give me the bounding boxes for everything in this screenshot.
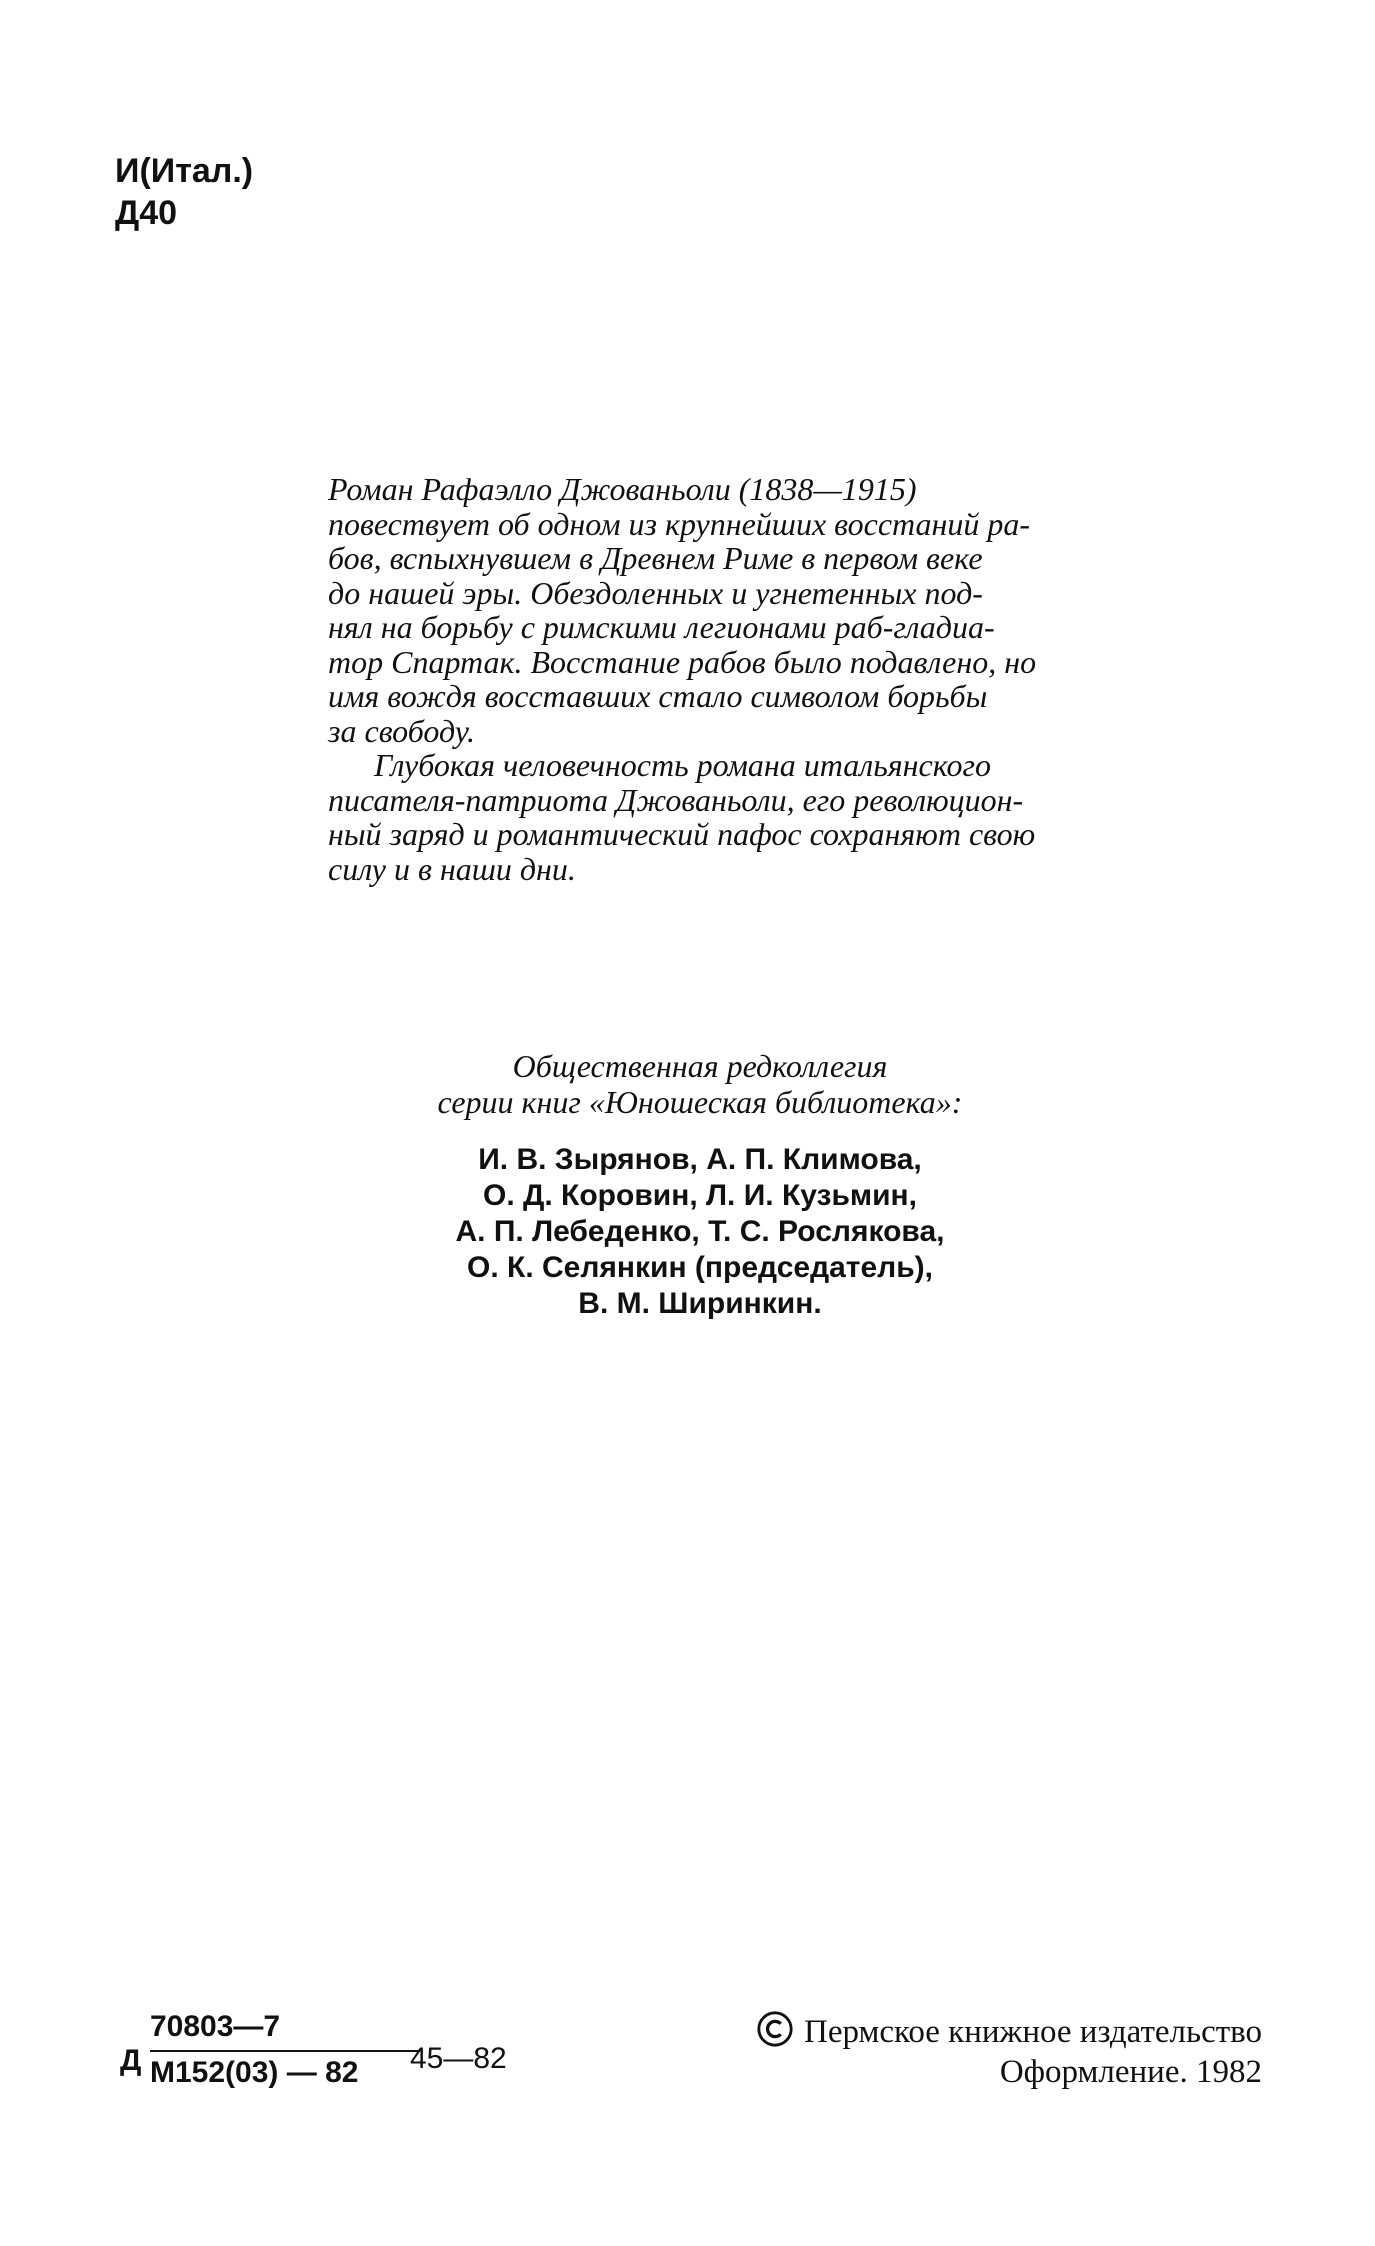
publisher-name: Пермское книжное издательство xyxy=(804,2014,1262,2050)
annotation-line: до нашей эры. Обездоленных и угнетенных под- xyxy=(328,574,983,611)
classification-code xyxy=(115,150,253,234)
annotation-line: бов, вспыхнувшем в Древнем Риме в первом веке xyxy=(328,540,983,576)
annotation-line: Глубокая человечность романа итальянского xyxy=(374,747,991,783)
annotation-line: Роман Рафаэлло Джованьоли (1838—1915) xyxy=(328,471,917,507)
editorial-board xyxy=(280,1048,1120,1322)
annotation-line: писателя-патриота Джованьоли, его революцион- xyxy=(328,781,1024,818)
board-member-line: В. М. Ширинкин. xyxy=(578,1287,822,1320)
index-letter: Д xyxy=(120,2044,142,2077)
annotation-line: ный заряд и романтический пафос сохраняют свою xyxy=(328,816,1036,852)
annotation-line: силу и в наши дни. xyxy=(328,850,576,887)
publisher-imprint xyxy=(756,2010,1262,2092)
publisher-line-1 xyxy=(756,2010,1262,2052)
index-suffix: 45—82 xyxy=(410,2042,507,2075)
editorial-board-heading xyxy=(280,1048,1120,1120)
editorial-board-members xyxy=(280,1142,1120,1322)
editorial-board-heading-line-1: Общественная редколлегия xyxy=(512,1048,888,1084)
annotation-line: за свободу. xyxy=(328,712,475,749)
annotation-line: повествует об одном из крупнейших восстаний ра- xyxy=(328,505,1031,542)
board-member-line: И. В. Зырянов, А. П. Климова, xyxy=(478,1143,922,1176)
annotation-line: нял на борьбу с римскими легионами раб-гладиа- xyxy=(328,609,995,645)
annotation xyxy=(328,472,1118,886)
index-numerator: 70803—7 xyxy=(150,2010,281,2043)
board-member-line: О. К. Селянкин (председатель), xyxy=(467,1251,933,1284)
classification-line-1: И(Итал.) xyxy=(115,152,254,190)
classification-line-2: Д40 xyxy=(115,194,178,232)
annotation-line: тор Спартак. Восстание рабов было подавлено, но xyxy=(328,643,1037,680)
board-member-line: О. Д. Коровин, Л. И. Кузьмин, xyxy=(482,1179,917,1212)
index-denominator: М152(03) — 82 xyxy=(150,2056,359,2089)
board-member-line: А. П. Лебеденко, Т. С. Рослякова, xyxy=(455,1215,945,1248)
annotation-line: имя вождя восставших стало символом борьбы xyxy=(328,678,988,714)
copyright-icon xyxy=(756,2010,794,2048)
publisher-line-2: Оформление. 1982 xyxy=(999,2054,1262,2090)
index-fraction-rule xyxy=(150,2050,420,2052)
annotation-paragraph-1 xyxy=(328,472,1118,748)
annotation-paragraph-2 xyxy=(328,748,1118,886)
editorial-board-heading-line-2: серии книг «Юношеская библиотека»: xyxy=(437,1084,963,1120)
